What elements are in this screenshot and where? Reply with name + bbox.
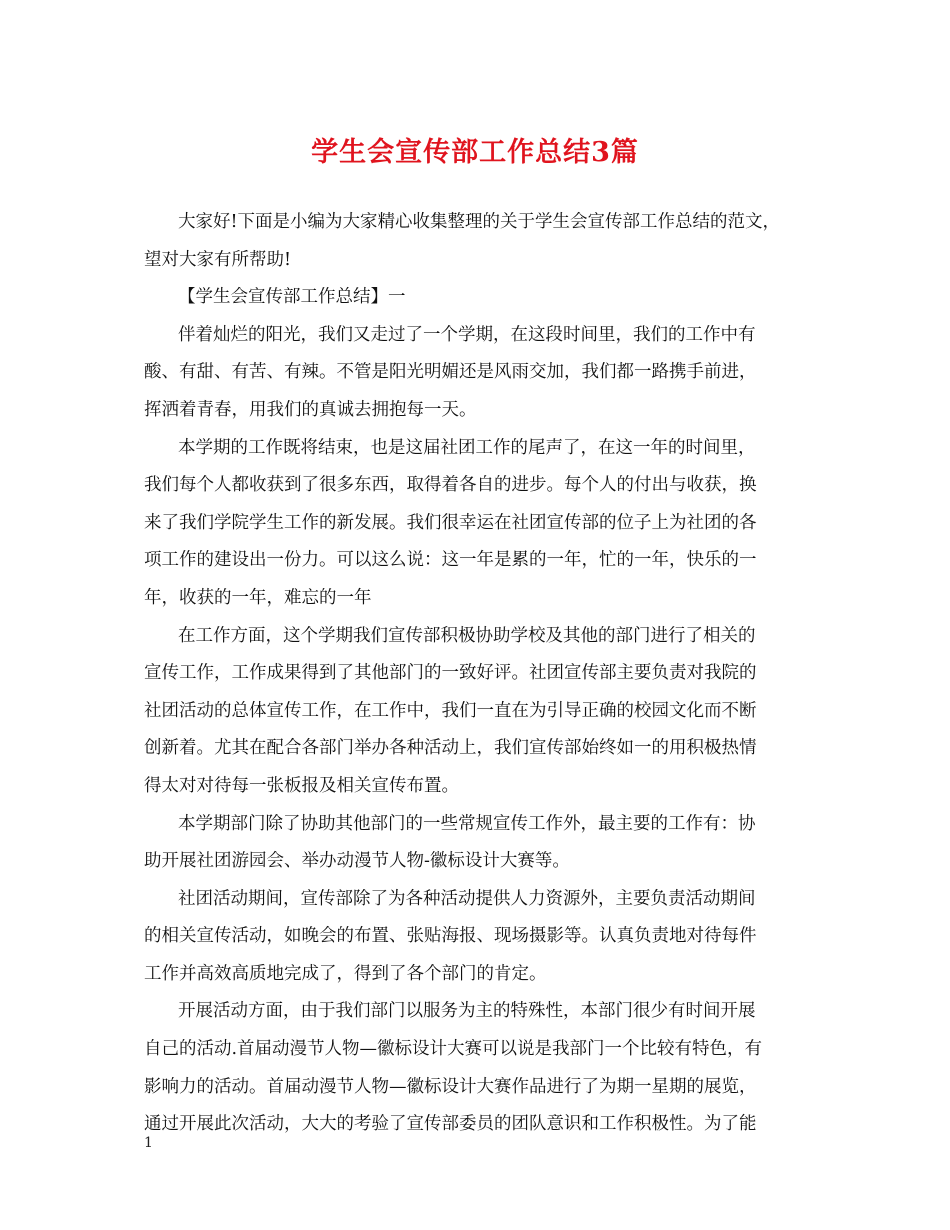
text-line: 【学生会宣传部工作总结】一	[178, 287, 406, 308]
text-line: 助开展社团游园会、举办动漫节人物-徽标设计大赛等。	[144, 851, 570, 872]
text-line: 伴着灿烂的阳光，我们又走过了一个学期，在这段时间里，我们的工作中有	[178, 324, 756, 345]
document-body	[144, 204, 814, 1144]
text-line: 社团活动期间，宣传部除了为各种活动提供人力资源外，主要负责活动期间	[178, 888, 756, 909]
text-line: 本学期部门除了协助其他部门的一些常规宣传工作外，最主要的工作有：协	[178, 813, 756, 834]
text-line: 创新着。尤其在配合各部门举办各种活动上，我们宣传部始终如一的用积极热情	[144, 738, 757, 759]
text-line: 影响力的活动。首届动漫节人物—徽标设计大赛作品进行了为期一星期的展览，	[144, 1076, 757, 1097]
document-title: 学生会宣传部工作总结3篇	[311, 137, 639, 168]
text-line: 社团活动的总体宣传工作，在工作中，我们一直在为引导正确的校园文化而不断	[144, 700, 757, 721]
text-line: 自己的活动.首届动漫节人物—徽标设计大赛可以说是我部门一个比较有特色，有	[144, 1039, 763, 1060]
text-line: 酸、有甜、有苦、有辣。不管是阳光明媚还是风雨交加，我们都一路携手前进，	[144, 362, 757, 383]
text-line: 项工作的建设出一份力。可以这么说：这一年是累的一年，忙的一年，快乐的一	[144, 550, 757, 571]
text-line: 大家好!下面是小编为大家精心收集整理的关于学生会宣传部工作总结的范文，	[178, 212, 781, 232]
text-line: 本学期的工作既将结束，也是这届社团工作的尾声了，在这一年的时间里，	[178, 437, 756, 458]
text-line: 通过开展此次活动，大大的考验了宣传部委员的团队意识和工作积极性。为了能	[144, 1114, 757, 1135]
text-line: 来了我们学院学生工作的新发展。我们很幸运在社团宣传部的位子上为社团的各	[144, 512, 757, 533]
text-line: 工作并高效高质地完成了，得到了各个部门的肯定。	[144, 963, 547, 984]
text-line: 得太对对待每一张板报及相关宣传布置。	[144, 775, 459, 796]
text-line: 在工作方面，这个学期我们宣传部积极协助学校及其他的部门进行了相关的	[178, 625, 756, 646]
text-line: 宣传工作，工作成果得到了其他部门的一致好评。社团宣传部主要负责对我院的	[144, 663, 757, 684]
text-line: 开展活动方面，由于我们部门以服务为主的特殊性，本部门很少有时间开展	[178, 1001, 756, 1022]
text-line: 望对大家有所帮助!	[144, 249, 292, 270]
text-line: 年，收获的一年，难忘的一年	[144, 587, 372, 608]
page-number: 1	[144, 1135, 153, 1151]
text-line: 的相关宣传活动，如晚会的布置、张贴海报、现场摄影等。认真负责地对待每件	[144, 926, 757, 947]
text-line: 挥洒着青春，用我们的真诚去拥抱每一天。	[144, 399, 477, 420]
text-line: 我们每个人都收获到了很多东西，取得着各自的进步。每个人的付出与收获，换	[144, 475, 757, 496]
